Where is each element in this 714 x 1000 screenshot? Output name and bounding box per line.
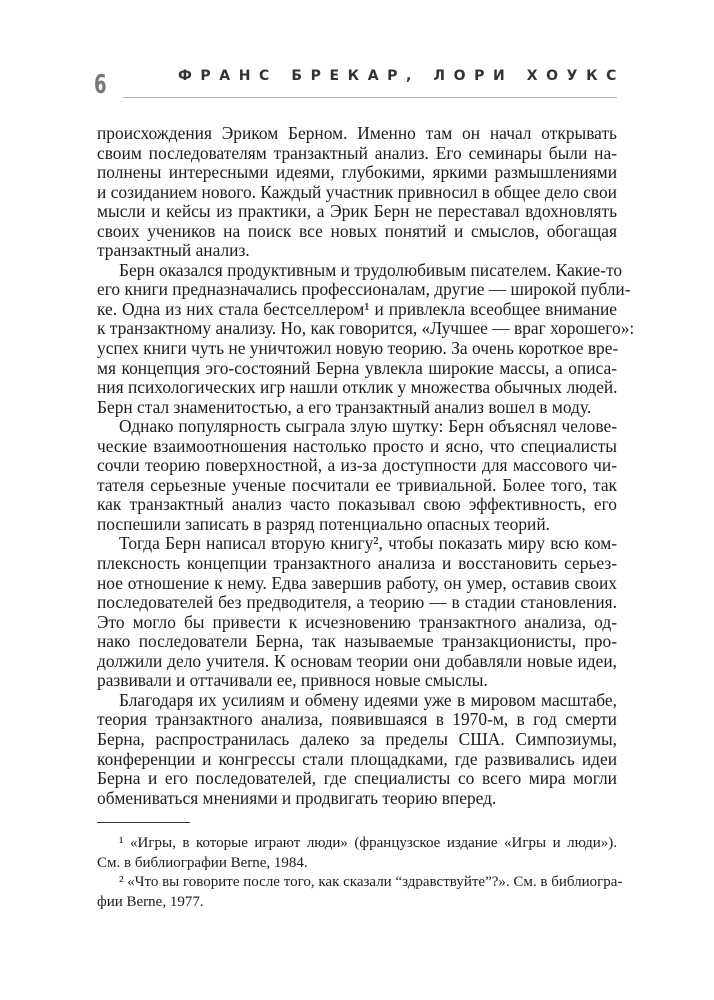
text-line: ное отношение к нему. Едва завершив работу, он умер, оставив своих [97, 572, 617, 593]
text-line: нако последователи Берна, так называемые транзакционисты, про- [97, 631, 617, 652]
text-line: ния психологических игр нашли отклик у множества обычных людей. [97, 377, 618, 398]
body-text [97, 123, 635, 808]
text-line: тателя серьезные ученые посчитали ее тривиальной. Более того, так [97, 474, 617, 495]
text-line: плексность концепции транзактного анализа и восстановить серьез- [97, 553, 617, 574]
footnote-line: См. в библиографии Berne, 1984. [97, 854, 308, 871]
running-title: ФРАНС БРЕКАР, ЛОРИ ХОУКС [177, 68, 625, 84]
footnote [97, 834, 617, 873]
text-line: своих учеников на поиск все новых понятий и смыслов, обогащая [97, 220, 617, 241]
text-line: Благодаря их усилиям и обмену идеями уже в мировом масштабе, [119, 689, 617, 710]
text-line: и созиданием нового. Каждый участник привносил в общее дело свои [97, 181, 617, 202]
text-line: теория транзактного анализа, появившаяся в 1970-м, в год смерти [97, 709, 617, 730]
text-line: своим последователям транзактный анализ. Его семинары были на- [97, 142, 617, 163]
text-line: должили дело учителя. К основам теории они добавляли новые идеи, [97, 650, 617, 671]
text-line: успех книги чуть не уничтожил новую теорию. За очень короткое вре- [97, 338, 619, 359]
text-line: Однако популярность сыграла злую шутку: Берн объяснял челове- [119, 416, 617, 437]
paragraph [97, 534, 617, 690]
footnote-line: ² «Что вы говорите после того, как сказали “здравствуйте”?». См. в библиогра- [119, 874, 623, 890]
text-line: Берна, распространилась далеко за пределы США. Симпозиумы, [97, 728, 617, 749]
paragraph [97, 124, 617, 261]
text-line: Берн стал знаменитостью, а его транзактный анализ вошел в моду. [97, 396, 592, 417]
header-rule [123, 97, 617, 98]
text-line: полнены интересными идеями, глубокими, яркими размышлениями [97, 162, 617, 183]
paragraph [97, 691, 617, 808]
text-line: конференции и конгрессы стали площадками, где развивались идеи [97, 748, 617, 769]
text-line: сочли теорию поверхностной, а из-за доступности для массового чи- [97, 455, 617, 476]
text-line: развивали и оттачивали ее, привнося новые смыслы. [97, 670, 488, 691]
text-line: мысли и кейсы из практики, а Эрик Берн не переставал вдохновлять [97, 201, 617, 222]
text-line: как транзактный анализ часто показывал свою эффективность, его [97, 494, 617, 515]
page-number: 6 [94, 70, 107, 100]
paragraph [97, 417, 617, 534]
text-line: ческие взаимоотношения настолько просто и ясно, что специалисты [97, 435, 617, 456]
text-line: к транзактному анализу. Но, как говорится, «Лучшее — враг хорошего»: [97, 318, 635, 339]
text-line: мя концепция эго-состояний Берна увлекла широкие массы, а описа- [97, 357, 617, 378]
text-line: его книги предназначались профессионалам, другие — широкой публи- [97, 279, 631, 300]
text-line: Берна и его последователей, где специалисты со всего мира могли [97, 768, 617, 789]
text-line: транзактный анализ. [97, 240, 250, 261]
text-line: ке. Одна из них стала бестселлером¹ и привлекла всеобщее внимание [97, 298, 617, 319]
text-line: последователей без предводителя, а теорию — в стадии становления. [97, 592, 617, 613]
footnotes [97, 834, 623, 912]
text-line: поспешили записать в разряд потенциально опасных теорий. [97, 513, 550, 534]
footnote-line: ¹ «Игры, в которые играют люди» (французское издание «Игры и люди»). [119, 835, 617, 851]
text-line: обмениваться мнениями и продвигать теорию вперед. [97, 787, 497, 808]
paragraph [97, 259, 635, 417]
footnote-rule [97, 822, 190, 823]
text-line: Тогда Берн написал вторую книгу², чтобы показать миру всю ком- [119, 533, 617, 554]
text-line: Берн оказался продуктивным и трудолюбивым писателем. Какие-то [119, 259, 623, 280]
footnote [97, 873, 623, 912]
text-line: Это могло бы привести к исчезновению транзактного анализа, од- [97, 611, 617, 632]
text-line: происхождения Эриком Берном. Именно там он начал открывать [97, 123, 617, 143]
footnote-line: фии Berne, 1977. [97, 893, 204, 910]
